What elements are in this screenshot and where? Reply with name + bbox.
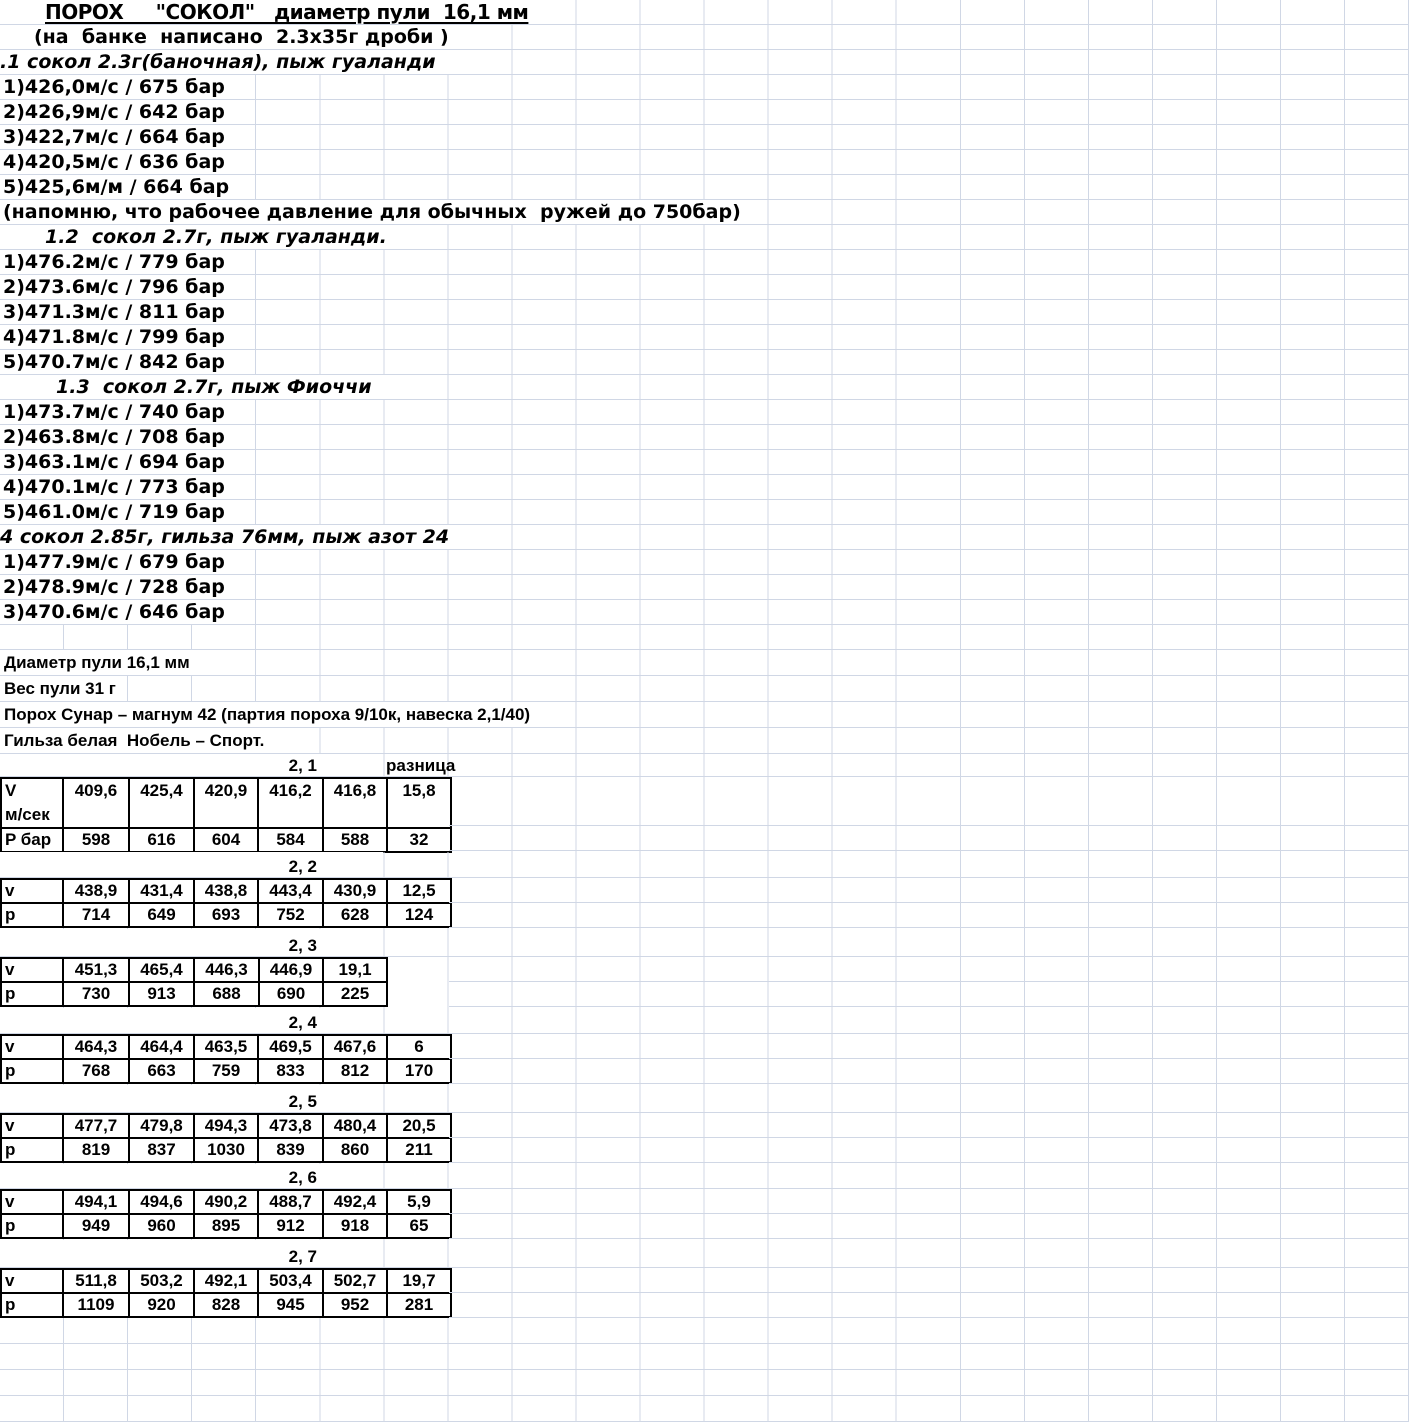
value-cell[interactable]: 465,4 [129,958,194,982]
value-cell[interactable]: 752 [258,903,323,927]
shot-result[interactable] [0,600,1409,625]
row-label-cell[interactable]: v [1,1190,63,1214]
table-header-row-2-1[interactable] [0,754,1409,777]
table-group-label: 2, 1 [288,756,317,775]
section-heading-text: 4 сокол 2.85г, гильза 76мм, пыж азот 24 [0,526,450,548]
difference-cell[interactable]: 19,1 [323,958,387,982]
row-label-cell[interactable]: p [1,903,63,927]
value-cell[interactable]: 438,8 [194,879,258,903]
row-label-cell[interactable]: p [1,1059,63,1083]
title-text: ПОРОХ "СОКОЛ" диаметр пули 16,1 мм [45,0,529,24]
shot-result-text: 3)463.1м/с / 694 бар [0,450,255,474]
info-row-powder[interactable] [0,702,1409,728]
results-table-2-6 [0,1189,452,1239]
gridline [449,902,1409,903]
value-cell[interactable]: 945 [258,1293,323,1317]
row-label-cell[interactable]: v [1,879,63,903]
row-label-cell[interactable]: v [1,1035,63,1059]
table-header-row-2-4[interactable] [0,1008,1409,1034]
results-table-2-3 [0,957,388,1007]
section-heading-text: .1 сокол 2.3г(баночная), пыж гуаланди [0,50,511,74]
value-cell[interactable]: 503,4 [258,1269,323,1293]
row-label-cell[interactable]: p [1,982,63,1006]
difference-cell[interactable]: 65 [387,1214,451,1238]
results-table-2-7 [0,1268,452,1318]
gridline [449,1238,1409,1239]
shot-result-text: 1)473.7м/с / 740 бар [0,400,255,424]
table-wrap-2-4 [0,1034,1409,1085]
value-cell[interactable]: 860 [323,1138,387,1162]
value-cell[interactable]: 464,3 [63,1035,129,1059]
gridline [449,1213,1409,1214]
empty-row[interactable] [0,1344,1409,1370]
value-cell[interactable]: 503,2 [129,1269,194,1293]
value-cell[interactable]: 494,3 [194,1114,258,1138]
shot-result[interactable] [0,175,1409,200]
difference-cell[interactable]: 15,8 [387,778,451,828]
table-header-row-2-6[interactable] [0,1164,1409,1189]
row-label-cell[interactable]: p [1,1214,63,1238]
shot-result-text: 5)425,6м/м / 664 бар [0,175,255,199]
shot-result-text: 4)420,5м/с / 636 бар [0,150,255,174]
gridline [449,1058,1409,1059]
shot-result-text: 3)471.3м/с / 811 бар [0,300,255,324]
shot-result[interactable] [0,300,1409,325]
row-label-cell[interactable]: P бар [1,828,63,852]
table-group-label: 2, 4 [288,1013,317,1032]
shot-result-text: 1)426,0м/с / 675 бар [0,75,255,99]
note-row[interactable] [0,200,1409,225]
subtitle-text: (на банке написано 2.3x35г дроби ) [0,25,511,49]
table-wrap-2-1 [0,777,1409,852]
gridline [449,1083,1409,1084]
shot-result[interactable] [0,325,1409,350]
shot-result[interactable] [0,100,1409,125]
results-table-2-2 [0,878,452,928]
shot-result[interactable] [0,350,1409,375]
info-row-case[interactable] [0,728,1409,754]
value-cell[interactable]: 949 [63,1214,129,1238]
value-cell[interactable]: 511,8 [63,1269,129,1293]
sheet-row-title[interactable] [0,0,1409,25]
row-label-cell[interactable]: v [1,1114,63,1138]
shot-result[interactable] [0,500,1409,525]
row-label-cell[interactable]: v [1,1269,63,1293]
shot-result-text: 3)422,7м/с / 664 бар [0,125,255,149]
empty-row[interactable] [0,1396,1409,1422]
difference-cell[interactable]: 6 [387,1035,451,1059]
table-group-label: 2, 6 [288,1168,317,1187]
shot-result[interactable] [0,75,1409,100]
shot-result[interactable] [0,550,1409,575]
value-cell[interactable]: 833 [258,1059,323,1083]
value-cell[interactable]: 451,3 [63,958,129,982]
value-cell[interactable]: 604 [194,828,258,852]
value-cell[interactable]: 502,7 [323,1269,387,1293]
value-cell[interactable]: 1030 [194,1138,258,1162]
value-cell[interactable]: 492,4 [323,1190,387,1214]
value-cell[interactable]: 467,6 [323,1035,387,1059]
section-heading-1-2[interactable] [0,225,1409,250]
empty-row[interactable] [0,1370,1409,1396]
table-wrap-2-2 [0,878,1409,929]
table-header-row-2-7[interactable] [0,1240,1409,1268]
shot-result[interactable] [0,475,1409,500]
section-heading-1-1[interactable] [0,50,1409,75]
value-cell[interactable]: 598 [63,828,129,852]
value-cell[interactable]: 663 [129,1059,194,1083]
value-cell[interactable]: 768 [63,1059,129,1083]
results-table-2-5 [0,1113,452,1163]
value-cell[interactable]: 960 [129,1214,194,1238]
table-header-row-2-2[interactable] [0,852,1409,878]
value-cell[interactable]: 438,9 [63,879,129,903]
gridline [449,981,1409,982]
shot-result-text: 4)471.8м/с / 799 бар [0,325,255,349]
value-cell[interactable]: 952 [323,1293,387,1317]
shot-result-text: 2)478.9м/с / 728 бар [0,575,255,599]
value-cell[interactable]: 479,8 [129,1114,194,1138]
table-group-label: 2, 2 [288,857,317,876]
results-table-2-4 [0,1034,452,1084]
gridline [449,850,1409,851]
shot-result[interactable] [0,400,1409,425]
gridline [449,825,1409,826]
value-cell[interactable]: 584 [258,828,323,852]
table-header-row-2-5[interactable] [0,1085,1409,1113]
value-cell[interactable]: 895 [194,1214,258,1238]
value-cell[interactable]: 464,4 [129,1035,194,1059]
value-cell[interactable]: 490,2 [194,1190,258,1214]
value-cell[interactable]: 420,9 [194,778,258,828]
empty-row[interactable] [0,1319,1409,1344]
value-cell[interactable]: 416,2 [258,778,323,828]
difference-cell[interactable]: 19,7 [387,1269,451,1293]
shot-result[interactable] [0,125,1409,150]
value-cell[interactable]: 492,1 [194,1269,258,1293]
value-cell[interactable]: 430,9 [323,879,387,903]
shot-result-text: 1)476.2м/с / 779 бар [0,250,255,274]
difference-cell[interactable]: 124 [387,903,451,927]
table-wrap-2-5 [0,1113,1409,1164]
info-text: Диаметр пули 16,1 мм [0,650,255,675]
shot-result-text: 3)470.6м/с / 646 бар [0,600,255,624]
gridline [449,1292,1409,1293]
difference-cell[interactable]: 170 [387,1059,451,1083]
info-text: Гильза белая Нобель – Спорт. [0,728,264,753]
value-cell[interactable]: 918 [323,1214,387,1238]
empty-row[interactable] [0,625,1409,650]
value-cell[interactable]: 416,8 [323,778,387,828]
shot-result-text: 1)477.9м/с / 679 бар [0,550,255,574]
value-cell[interactable]: 494,6 [129,1190,194,1214]
row-label-cell[interactable]: V м/сек [1,778,63,828]
sheet-row-subtitle[interactable] [0,25,1409,50]
value-cell[interactable]: 477,7 [63,1114,129,1138]
value-cell[interactable]: 443,4 [258,879,323,903]
shot-result-text: 2)463.8м/с / 708 бар [0,425,255,449]
gridline [449,1006,1409,1007]
difference-cell[interactable]: 225 [323,982,387,1006]
table-wrap-2-3 [0,957,1409,1008]
gridline [449,927,1409,928]
table-wrap-2-6 [0,1189,1409,1240]
section-heading-text: 1.3 сокол 2.7г, пыж Фиоччи [0,375,447,399]
table-group-label: 2, 3 [288,936,317,955]
value-cell[interactable]: 488,7 [258,1190,323,1214]
shot-result[interactable] [0,250,1409,275]
shot-result[interactable] [0,275,1409,300]
info-row-bullet-weight[interactable] [0,676,1409,702]
value-cell[interactable]: 649 [129,903,194,927]
section-heading-text: 1.2 сокол 2.7г, пыж гуаланди. [0,225,447,249]
difference-cell[interactable]: 5,9 [387,1190,451,1214]
value-cell[interactable]: 469,5 [258,1035,323,1059]
value-cell[interactable]: 913 [129,982,194,1006]
value-cell[interactable]: 714 [63,903,129,927]
gridline [449,1137,1409,1138]
value-cell[interactable]: 690 [259,982,323,1006]
shot-result-text: 5)470.7м/с / 842 бар [0,350,255,374]
value-cell[interactable]: 819 [63,1138,129,1162]
shot-result-text: 2)426,9м/с / 642 бар [0,100,255,124]
table-wrap-2-7 [0,1268,1409,1319]
value-cell[interactable]: 693 [194,903,258,927]
value-cell[interactable]: 463,5 [194,1035,258,1059]
section-heading-4[interactable] [0,525,1409,550]
value-cell[interactable]: 480,4 [323,1114,387,1138]
value-cell[interactable]: 688 [194,982,259,1006]
section-heading-1-3[interactable] [0,375,1409,400]
value-cell[interactable]: 446,9 [259,958,323,982]
note-text: (напомню, что рабочее давление для обычных ружей до 750бар) [0,200,767,224]
difference-cell[interactable]: 32 [387,828,451,852]
difference-cell[interactable]: 281 [387,1293,451,1317]
page-title [0,0,528,24]
value-cell[interactable]: 839 [258,1138,323,1162]
value-cell[interactable]: 730 [63,982,129,1006]
value-cell[interactable]: 588 [323,828,387,852]
value-cell[interactable]: 912 [258,1214,323,1238]
difference-cell[interactable]: 20,5 [387,1114,451,1138]
value-cell[interactable]: 1109 [63,1293,129,1317]
table-group-label: 2, 5 [288,1092,317,1111]
info-text: Порох Сунар – магнум 42 (партия пороха 9/10к, навеска 2,1/40) [0,702,574,727]
value-cell[interactable]: 473,8 [258,1114,323,1138]
shot-result[interactable] [0,150,1409,175]
value-cell[interactable]: 446,3 [194,958,259,982]
gridline [449,1162,1409,1163]
table-header-row-2-3[interactable] [0,929,1409,957]
row-label-cell[interactable]: p [1,1293,63,1317]
results-table-2-1 [0,777,452,853]
shot-result-text: 5)461.0м/с / 719 бар [0,500,255,524]
value-cell[interactable]: 616 [129,828,194,852]
row-label-cell[interactable]: p [1,1138,63,1162]
difference-cell[interactable]: 211 [387,1138,451,1162]
shot-result[interactable] [0,425,1409,450]
row-label-cell[interactable]: v [1,958,63,982]
gridline [449,1317,1409,1318]
value-cell[interactable]: 920 [129,1293,194,1317]
table-group-label: 2, 7 [288,1247,317,1266]
shot-result-text: 4)470.1м/с / 773 бар [0,475,255,499]
shot-result[interactable] [0,450,1409,475]
shot-result-text: 2)473.6м/с / 796 бар [0,275,255,299]
value-cell[interactable]: 494,1 [63,1190,129,1214]
info-row-bullet-diameter[interactable] [0,650,1409,676]
value-cell[interactable]: 812 [323,1059,387,1083]
value-cell[interactable]: 759 [194,1059,258,1083]
value-cell[interactable]: 409,6 [63,778,129,828]
value-cell[interactable]: 837 [129,1138,194,1162]
difference-cell[interactable]: 12,5 [387,879,451,903]
value-cell[interactable]: 425,4 [129,778,194,828]
difference-column-label: разница [386,756,456,775]
value-cell[interactable]: 628 [323,903,387,927]
info-text: Вес пули 31 г [0,676,127,701]
shot-result[interactable] [0,575,1409,600]
value-cell[interactable]: 431,4 [129,879,194,903]
value-cell[interactable]: 828 [194,1293,258,1317]
